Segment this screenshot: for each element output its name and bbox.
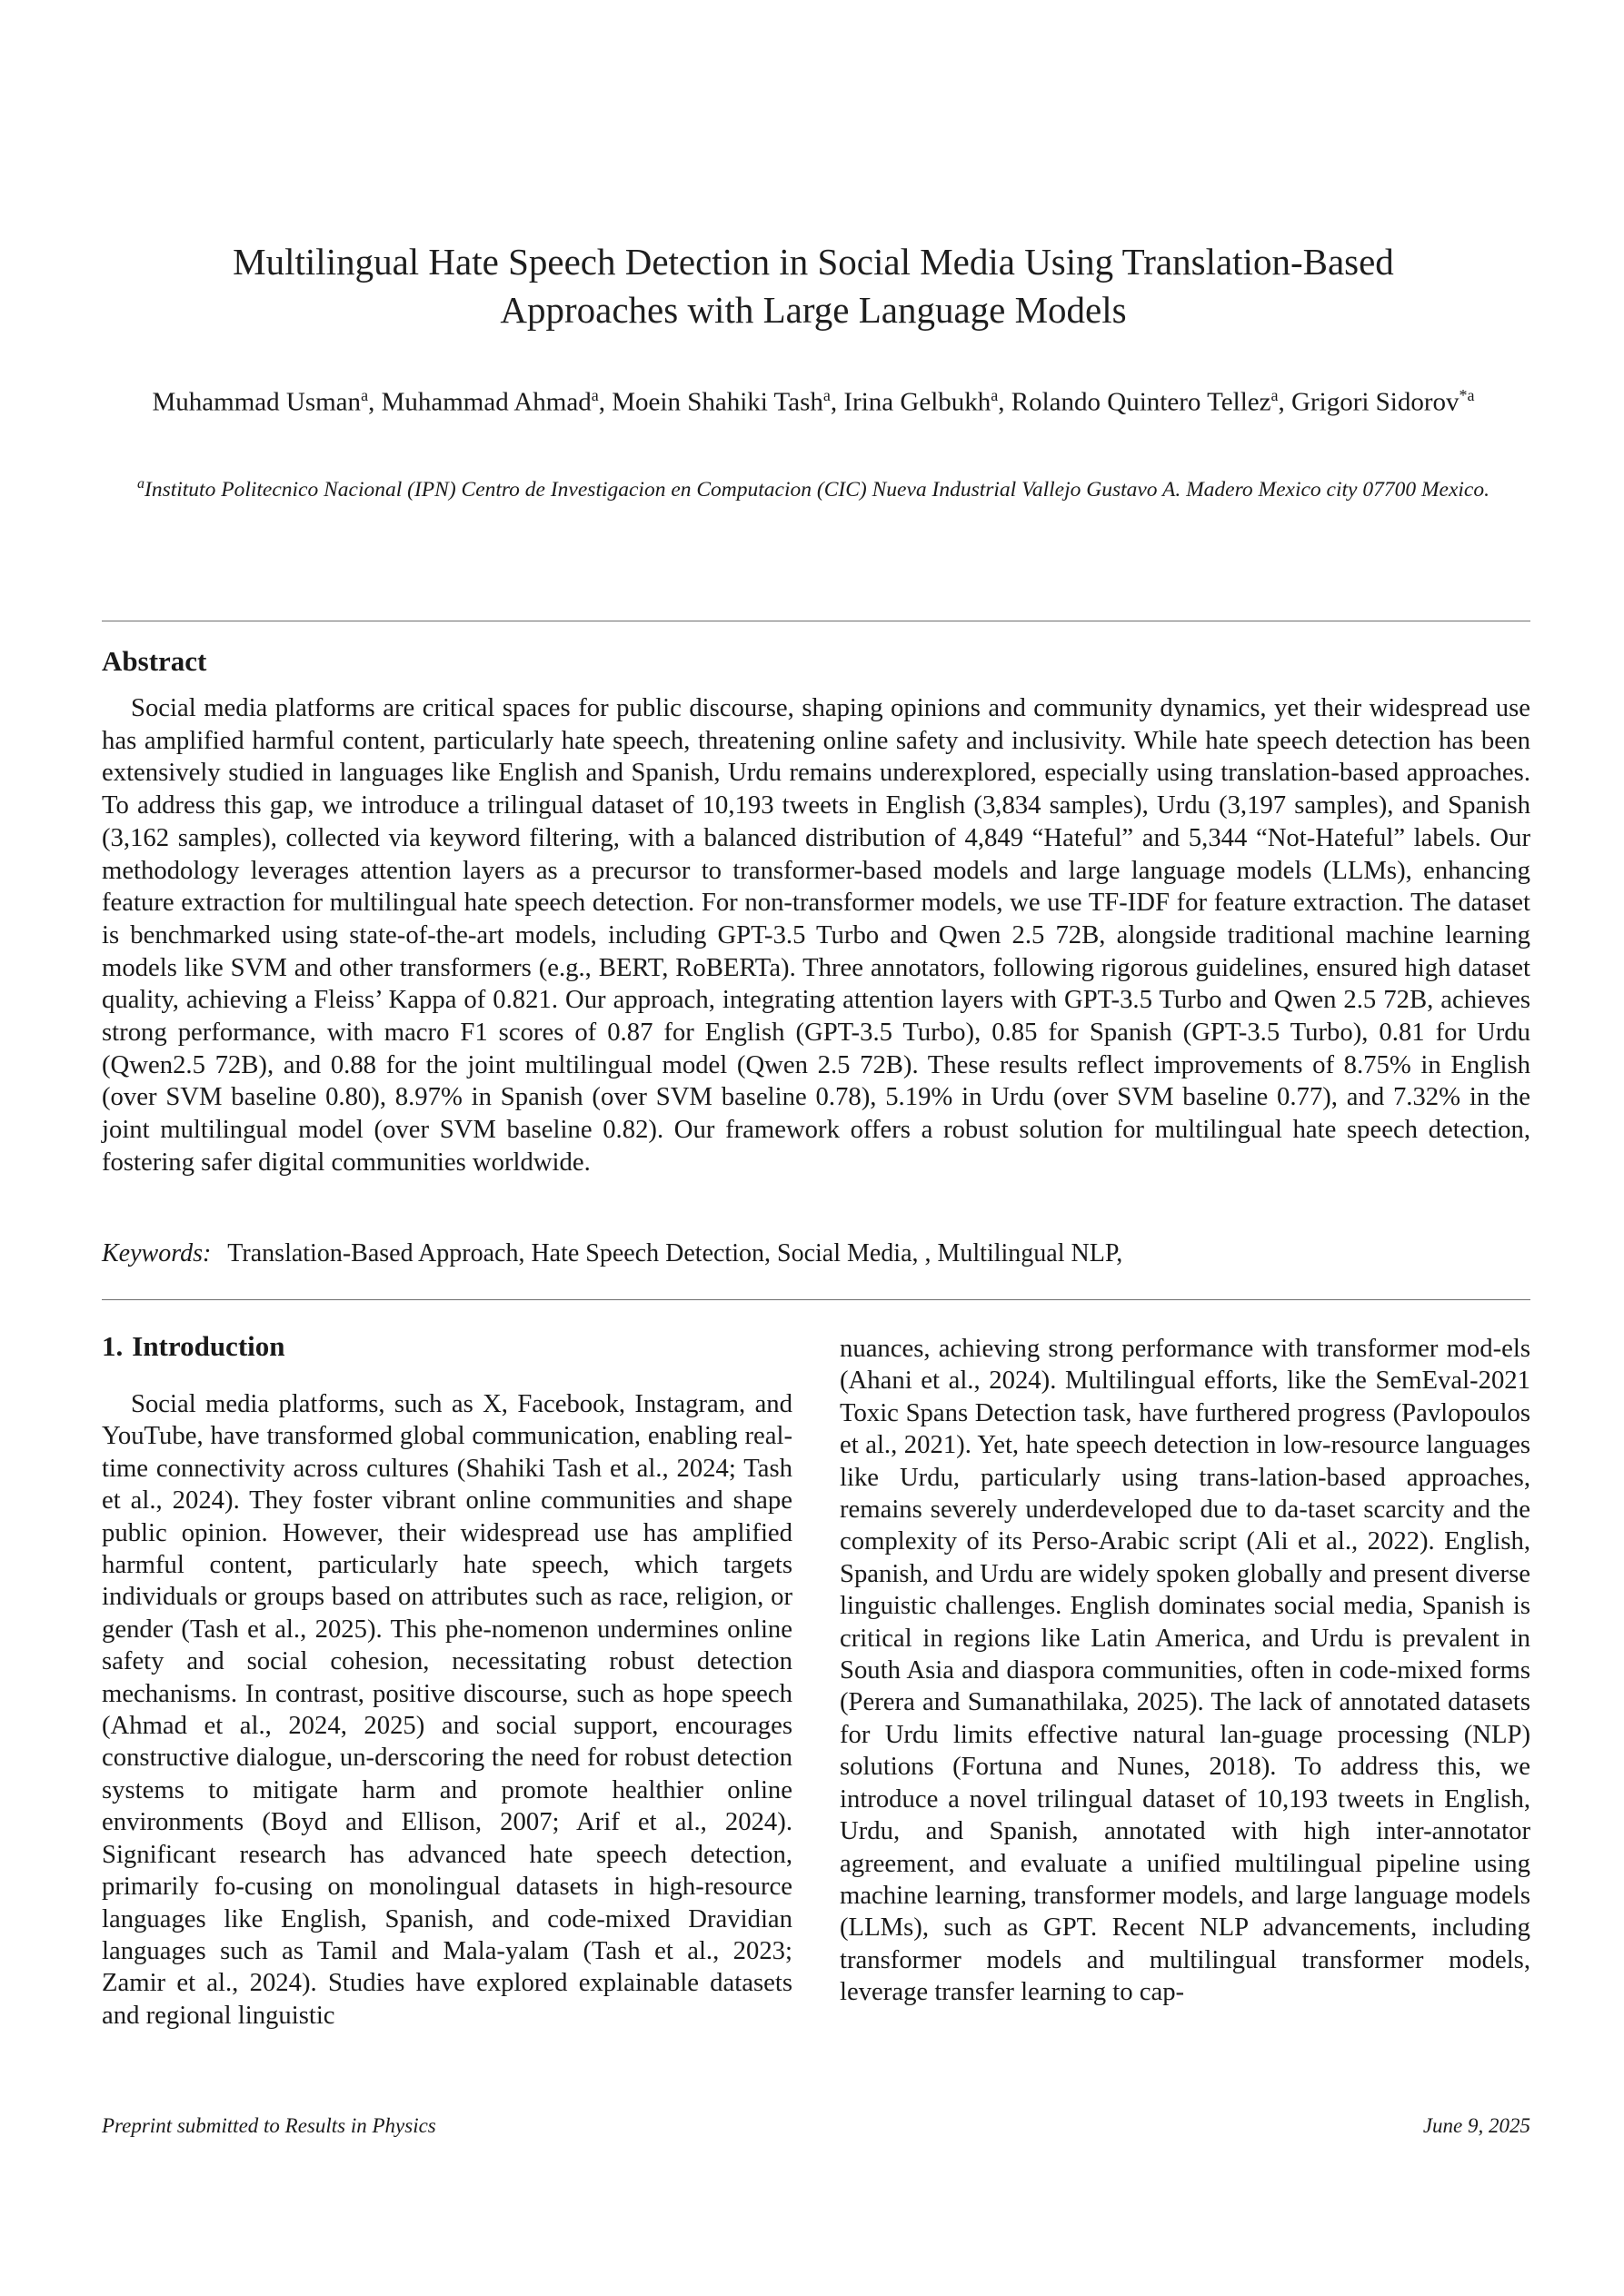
- paper-title: [102, 238, 1525, 334]
- footer-date: June 9, 2025: [1422, 2114, 1530, 2137]
- author-affiliation-mark: a: [822, 386, 831, 404]
- keywords: [102, 1237, 1530, 1270]
- abstract-text: Social media platforms are critical spaces for public discourse, shaping opinions and community dynamics, yet their widespread use has amplified harmful content, particularly hate speech, threatening online safety and inclusivity. While hate speech detection has been extensively studied in languages like English and Spanish, Urdu remains underexplored, especially using translation-based approaches. To address this gap, we introduce a trilingual dataset of 10,193 tweets in English (3,834 samples), Urdu (3,197 samples), and Spanish (3,162 samples), collected via keyword filtering, with a balanced distribution of 4,849 “Hateful” and 5,344 “Not-Hateful” labels. Our methodology leverages attention layers as a precursor to transformer-based models and large language models (LLMs), enhancing feature extraction for multilingual hate speech detection. For non-transformer models, we use TF-IDF for feature extraction. The dataset is benchmarked using state-of-the-art models, including GPT-3.5 Turbo and Qwen 2.5 72B, alongside traditional machine learning models like SVM and other transformers (e.g., BERT, RoBERTa). Three annotators, following rigorous guidelines, ensured high dataset quality, achieving a Fleiss’ Kappa of 0.821. Our approach, integrating attention layers with GPT-3.5 Turbo and Qwen 2.5 72B, achieves strong performance, with macro F1 scores of 0.87 for English (GPT-3.5 Turbo), 0.85 for Spanish (GPT-3.5 Turbo), 0.81 for Urdu (Qwen2.5 72B), and 0.88 for the joint multilingual model (Qwen 2.5 72B). These results reflect improvements of 8.75% in English (over SVM baseline 0.80), 8.97% in Spanish (over SVM baseline 0.78), 5.19% in Urdu (over SVM baseline 0.77), and 7.32% in the joint multilingual model (over SVM baseline 0.82). Our framework offers a robust solution for multilingual hate speech detection, fostering safer digital communities worldwide.: [102, 693, 1530, 1177]
- author-affiliation-mark: a: [591, 386, 599, 404]
- affiliation-text: Instituto Politecnico Nacional (IPN) Centro de Investigacion en Computacion (CIC) Nueva Industrial Vallejo Gustavo A. Madero Mexico city 07700 Mexico.: [144, 477, 1489, 502]
- footer-preprint-note: Preprint submitted to Results in Physics: [102, 2114, 436, 2137]
- keywords-label: Keywords:: [102, 1239, 212, 1267]
- right-column: [840, 1333, 1530, 2009]
- author-name: Muhammad Usman: [152, 387, 362, 417]
- author-separator: ,: [598, 387, 613, 417]
- author-separator: ,: [1278, 387, 1292, 417]
- author-affiliation-mark: *a: [1459, 386, 1475, 404]
- author-affiliation-mark: a: [361, 386, 369, 404]
- affiliation-mark: a: [137, 476, 144, 492]
- affiliation: [102, 470, 1525, 504]
- author-affiliation-mark: a: [1270, 386, 1279, 404]
- middle-divider: [102, 1299, 1530, 1300]
- abstract-heading: Abstract: [102, 645, 207, 677]
- author-separator: ,: [368, 387, 382, 417]
- left-column: [102, 1328, 792, 2032]
- section-heading-introduction: [102, 1328, 792, 1365]
- intro-paragraph-right: nuances, achieving strong performance with transformer mod-els (Ahani et al., 2024). Multilingual efforts, like the SemEval-2021 Toxic Spans Detection task, have furthered progress (Pavlopoulos et al., 2021). Yet, hate speech detection in low-resource languages like Urdu, particularly using trans-lation-based approaches, remains severely underdeveloped due to da-taset scarcity and the complexity of its Perso-Arabic script (Ali et al., 2022). English, Spanish, and Urdu are widely spoken globally and present diverse linguistic challenges. English dominates social media, Spanish is critical in regions like Latin America, and Urdu is prevalent in South Asia and diaspora communities, often in code-mixed forms (Perera and Sumanathilaka, 2025). The lack of annotated datasets for Urdu limits effective natural lan-guage processing (NLP) solutions (Fortuna and Nunes, 2018). To address this, we introduce a novel trilingual dataset of 10,193 tweets in English, Urdu, and Spanish, annotated with high inter-annotator agreement, and evaluate a unified multilingual pipeline using machine learning, transformer models, and large language models (LLMs), such as GPT. Recent NLP advancements, including transformer models and multilingual transformer models, leverage transfer learning to cap-: [840, 1334, 1530, 2007]
- section-number: 1.: [102, 1330, 124, 1362]
- author-separator: ,: [830, 387, 844, 417]
- intro-paragraph-left: Social media platforms, such as X, Facebook, Instagram, and YouTube, have transformed global communication, enabling real-time connectivity across cultures (Shahiki Tash et al., 2024; Tash et al., 2024). They foster vibrant online communities and shape public opinion. However, their widespread use has amplified harmful content, particularly hate speech, which targets individuals or groups based on attributes such as race, religion, or gender (Tash et al., 2025). This phe-nomenon undermines online safety and social cohesion, necessitating robust detection mechanisms. In contrast, positive discourse, such as hope speech (Ahmad et al., 2024, 2025) and social support, encourages constructive dialogue, un-derscoring the need for robust detection systems to mitigate harm and promote healthier online environments (Boyd and Ellison, 2007; Arif et al., 2024). Significant research has advanced hate speech detection, primarily fo-cusing on monolingual datasets in high-resource languages like English, Spanish, and code-mixed Dravidian languages such as Tamil and Mala-yalam (Tash et al., 2023; Zamir et al., 2024). Studies have explored explainable datasets and regional linguistic: [102, 1389, 792, 2030]
- keywords-text: Translation-Based Approach, Hate Speech Detection, Social Media, , Multilingual NLP,: [227, 1239, 1123, 1267]
- author-name: Rolando Quintero Tellez: [1011, 387, 1271, 417]
- author-name: Moein Shahiki Tash: [612, 387, 823, 417]
- author-name: Muhammad Ahmad: [381, 387, 592, 417]
- author-list: [102, 379, 1525, 420]
- author-name: Irina Gelbukh: [843, 387, 991, 417]
- author-name: Grigori Sidorov: [1291, 387, 1460, 417]
- title-line-2: Approaches with Large Language Models: [500, 289, 1127, 331]
- author-affiliation-mark: a: [991, 386, 999, 404]
- author-separator: ,: [998, 387, 1011, 417]
- section-title: Introduction: [132, 1330, 285, 1362]
- title-line-1: Multilingual Hate Speech Detection in Social Media Using Translation-Based: [233, 241, 1394, 283]
